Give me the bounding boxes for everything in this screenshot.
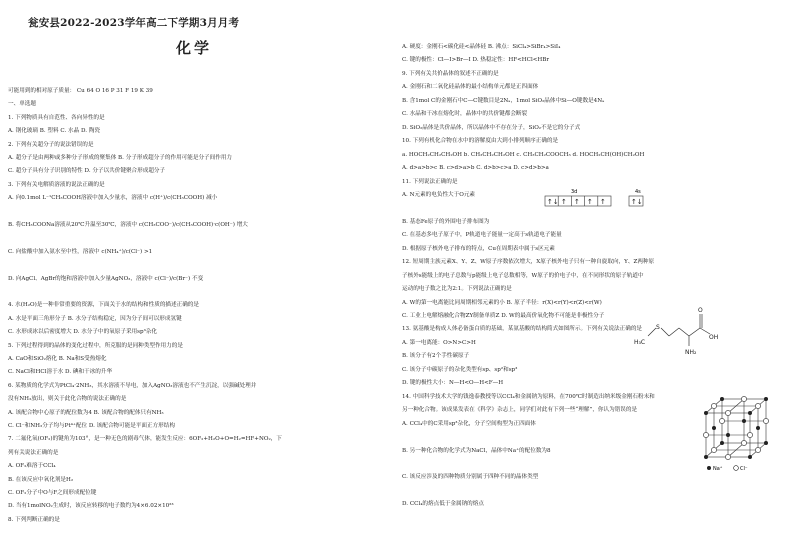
s-atom-label: S bbox=[656, 324, 660, 331]
svg-text:↑↓: ↑↓ bbox=[547, 198, 559, 206]
right-line-34: D. CCl₄的熔点低于金属钠的熔点 bbox=[402, 501, 484, 508]
left-line-28: A. OF₂难溶于CCl₄ bbox=[8, 463, 56, 470]
right-line-17: 子核外s能级上的电子总数与p能级上电子总数相等，W原子的价电子中，在不同形状的原子轨道中 bbox=[402, 272, 644, 279]
right-line-9: A. d>a>b>c B. c>d>a>b C. d>b>c>a D. c>d>b>a bbox=[402, 165, 549, 172]
right-line-18: 运动的电子数之比为2:1。下列说法正确的是 bbox=[402, 286, 512, 293]
right-line-7: 10. 下列有机化合物在水中的溶解度由大到小排列顺序正确的是 bbox=[402, 138, 559, 145]
left-line-30: C. OF₂分子中O与F之间形成配位键 bbox=[8, 490, 97, 496]
legend-na: Na⁺ bbox=[713, 466, 723, 472]
right-line-22: A. 第一电离能：O>N>C>H bbox=[402, 339, 476, 346]
left-line-0: 可能用到的相对原子质量： Cu 64 O 16 P 31 F 19 K 39 bbox=[8, 88, 153, 94]
oh-label: OH bbox=[709, 334, 719, 341]
svg-text:↑: ↑ bbox=[574, 198, 580, 206]
svg-text:↑: ↑ bbox=[561, 198, 567, 206]
o-atom-label: O bbox=[698, 307, 703, 314]
svg-text:↑: ↑ bbox=[587, 198, 593, 206]
left-line-20: A. CaO和SiO₂熔化 B. Na和S受热熔化 bbox=[8, 356, 107, 362]
exam-title: 瓮安县2022-2023学年高二下学期3月月考 bbox=[28, 17, 240, 29]
orbital-3d-label: 3d bbox=[571, 189, 578, 195]
right-line-6: D. SiO₂晶体是共价晶体，所以晶体中不存在分子，SiO₂不是它的分子式 bbox=[402, 124, 581, 131]
h3c-label: H₃C bbox=[634, 339, 646, 346]
left-line-24: A. 该配合物中心原子的配位数为4 B. 该配合物的配体只有NH₃ bbox=[8, 409, 164, 416]
right-line-20: C. 工业上电解熔融化合物ZY制备单质Z D. W的最高价氧化物不可能是非极性分子 bbox=[402, 313, 605, 319]
left-line-27: 列有关说法正确的是 bbox=[8, 449, 59, 456]
left-line-22: 6. 某物质的化学式为PtCl₄·2NH₃，其水溶液不导电，加入AgNO₃溶液也不产生沉淀，以强碱处理并 bbox=[8, 382, 257, 389]
svg-text:↑↓: ↑↓ bbox=[631, 198, 643, 206]
left-line-18: C. 水形成冰以后密度增大 D. 水分子中的氧原子采用sp³杂化 bbox=[8, 329, 158, 336]
left-line-26: 7. 二氟化氧(OF₂)的键角为103°，是一种无色的剧毒气体，能发生反应：6OF₂+H₂O+O=H₂=HF+NO₂，下 bbox=[8, 436, 282, 443]
left-line-32: 8. 下列判断正确的是 bbox=[8, 516, 60, 523]
nh2-label: NH₂ bbox=[685, 349, 697, 356]
left-line-7: 3. 下列有关电解质溶液的说法正确的是 bbox=[8, 181, 105, 188]
right-line-27: 另一种化合物。该成果发表在《科学》杂志上，同学们对此有下列一些“理解”，你认为错误的是 bbox=[402, 407, 638, 414]
left-line-21: C. NaCl和HCl溶于水 D. 碘和干冰的升华 bbox=[8, 369, 113, 376]
left-line-17: A. 水是平面三角形分子 B. 水分子结构稳定，因为分子间可以形成氢键 bbox=[8, 315, 182, 322]
left-line-5: A. 超分子是由两种或多种分子形成的聚集体 B. 分子形成超分子的作用可能是分子间作用力 bbox=[8, 155, 233, 161]
left-line-6: C. 超分子具有分子识别的特性 D. 分子以共价键聚合形成超分子 bbox=[8, 168, 166, 175]
left-line-2: 1. 下列物质具有自范性、各向异性的是 bbox=[8, 114, 105, 121]
left-line-19: 5. 下列过程得到的晶体的变化过程中，所克服的是同种类型作用力的是 bbox=[8, 342, 183, 349]
right-line-25: D. 键的极性大小：N—H<O—H<F—H bbox=[402, 380, 504, 387]
right-line-2: 9. 下列有关共价晶体的叙述不正确的是 bbox=[402, 70, 499, 77]
right-line-8: a. HOCH₂CH₂CH₂OH b. CH₃CH₂CH₂OH c. CH₃CH₂COOCH₃ d. HOCH₂CH(OH)CH₂OH bbox=[402, 151, 645, 158]
orbital-4s-label: 4s bbox=[635, 189, 641, 195]
left-line-8: A. 向0.1mol L⁻¹CH₃COOH溶液中加入少量水，溶液中 c(H⁺)/c(CH₃COOH) 减小 bbox=[8, 195, 218, 202]
right-line-5: C. 水晶和干冰在熔化时，晶体中的共价键都会断裂 bbox=[402, 111, 528, 118]
right-line-15: D. 根据原子核外电子排布的特点，Cu在周期表中属于s区元素 bbox=[402, 245, 555, 252]
svg-text:↑: ↑ bbox=[600, 198, 606, 206]
right-line-23: B. 该分子有2个手性碳原子 bbox=[402, 353, 470, 360]
amino-acid-structure bbox=[634, 302, 726, 358]
right-line-26: 14. 中国科学技术大学的钱逸泰教授等以CCl₄和金属钠为原料，在700℃时制造出纳米级金刚石粉末和 bbox=[402, 393, 655, 400]
left-line-4: 2. 下列有关超分子的说法错误的是 bbox=[8, 141, 94, 148]
left-line-16: 4. 水(H₂O)是一种非常重要的资源，下面关于水的结构和性质的描述正确的是 bbox=[8, 302, 199, 309]
left-line-12: C. 向盐酸中加入氨水至中性，溶液中 c(NH₄⁺)/c(Cl⁻) >1 bbox=[8, 248, 153, 255]
left-line-29: B. 在该反应中氧化剂是H₂ bbox=[8, 476, 74, 483]
left-line-23: 没有NH₃放出，则关于此化合物的说法正确的是 bbox=[8, 396, 127, 403]
right-line-30: B. 另一种化合物的化学式为NaCl，晶体中Na⁺的配位数为8 bbox=[402, 447, 551, 454]
right-line-28: A. CCl₄中的C采用sp³杂化，分子空间构型为正四面体 bbox=[402, 420, 536, 427]
left-line-3: A. 钢化玻璃 B. 塑料 C. 水晶 D. 陶瓷 bbox=[8, 128, 101, 135]
left-line-31: D. 当有1molNO₂生成时，该反应转移的电子数约为4×6.02×10²³ bbox=[8, 503, 174, 510]
right-line-10: 11. 下列说法正确的是 bbox=[402, 178, 458, 185]
nacl-crystal-diagram bbox=[700, 395, 780, 473]
right-line-16: 12. 短周期主族元素X、Y、Z、W原子序数依次增大，X原子核外电子只有一种自旋取向，Y、Z两种原 bbox=[402, 259, 655, 266]
orbital-diagram bbox=[543, 186, 655, 210]
right-line-13: B. 基态Fe原子的外围电子排布图为 bbox=[402, 218, 490, 225]
legend-cl: Cl⁻ bbox=[740, 466, 748, 472]
left-line-10: B. 将CH₃COONa溶液从20℃升温至30℃，溶液中 c(CH₃COO⁻)/c(CH₃COOH)·c(OH⁻) 增大 bbox=[8, 222, 248, 228]
subject-title: 化学 bbox=[176, 39, 213, 57]
left-line-25: C. Cl⁻和NH₃分子均与Pt⁴⁺配位 D. 该配合物可能是平面正方形结构 bbox=[8, 423, 175, 429]
right-line-3: A. 金刚石和二氧化硅晶体的最小结构单元都是正四面体 bbox=[402, 84, 539, 91]
left-line-14: D. 向AgCl、AgBr的饱和溶液中加入少量AgNO₃，溶液中 c(Cl⁻)/c(Br⁻) 不变 bbox=[8, 275, 204, 282]
right-line-32: C. 该反应涉及的四种物质分别属于四种不同的晶体类型 bbox=[402, 474, 539, 481]
right-line-4: B. 含1mol C的金刚石中C—C键数目是2Nₐ，1mol SiO₂晶体中Si—O键数是4Nₐ bbox=[402, 97, 605, 104]
left-line-1: 一、单选题 bbox=[8, 101, 36, 108]
right-line-0: A. 硬度：金刚石<碳化硅<晶体硅 B. 沸点：SiCl₄>SiBr₄>SiI₄ bbox=[402, 44, 561, 50]
right-line-14: C. 在基态多电子原子中，P轨道电子能量一定高于s轨道电子能量 bbox=[402, 232, 562, 239]
right-line-19: A. W的第一电离能比同周期相邻元素的小 B. 原子半径：r(X)<r(Y)<r(Z)<r(W) bbox=[402, 299, 602, 306]
right-line-11: A. N元素的电负性大于O元素 bbox=[402, 191, 476, 198]
right-line-21: 13. 氨基酸是构成人体必备蛋白质的基础，某氨基酸的结构简式如图所示。下列有关说法正确的是 bbox=[402, 326, 643, 333]
right-line-24: C. 该分子中碳原子的杂化类型有sp、sp²和sp³ bbox=[402, 366, 518, 373]
right-line-1: C. 键的极性：Cl—I>Br—I D. 热稳定性：HF<HCl<HBr bbox=[402, 57, 550, 64]
